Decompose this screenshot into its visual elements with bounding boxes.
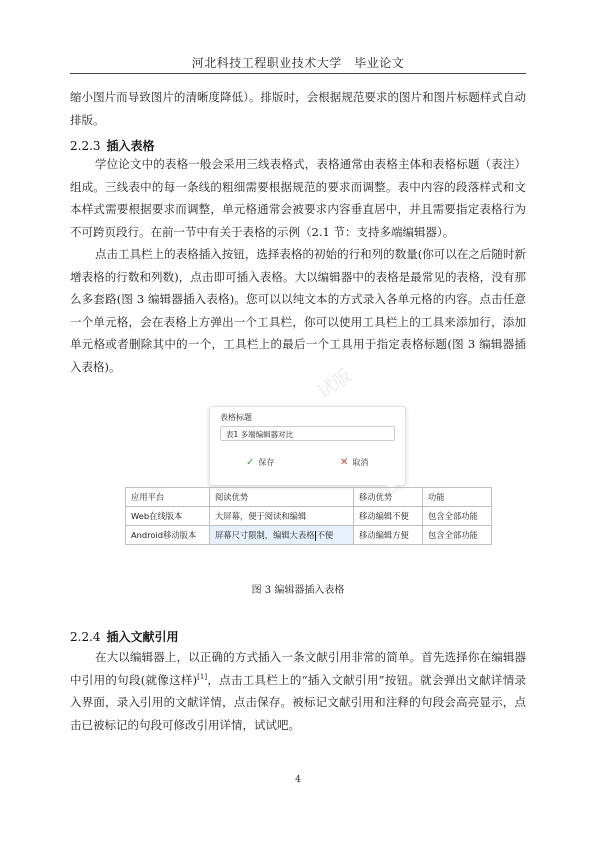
section-title: 插入文献引用 (106, 630, 179, 644)
paragraph-citation (70, 646, 526, 736)
table-cell[interactable]: 功能 (423, 488, 492, 507)
paragraph-text: ，点击工具栏上的“插入文献引用”按钮。就会弹出文献详情录入界面，录入引用的文献详情，点击保存。被标记文献引用和注释的句段会高亮显示，点击已被标记的句段可修改引用详情，试试吧。 (70, 672, 526, 732)
save-label: 保存 (258, 458, 275, 467)
paragraph-table-intro: 学位论文中的表格一般会采用三线表格式，表格通常由表格主体和表格标题（表注）组成。三线表中的每一条线的粗细需要根据规范的要求而调整。表中内容的段落样式和文本样式需要根据要求而调整，单元格通常会被要求内容垂直居中，并且需要指定表格行为不可跨页段行。在前一节中有关于表格的示例（2.1 节：支持多端编辑器）。 (70, 157, 526, 239)
section-title: 插入表格 (106, 139, 155, 153)
page-number: 4 (295, 775, 301, 785)
table-cell[interactable]: 应用平台 (126, 488, 210, 507)
header-rule (70, 73, 526, 74)
figure-caption: 图 3 编辑器插入表格 (251, 585, 345, 596)
table-cell-selected[interactable] (210, 526, 354, 545)
table-cell[interactable]: 包含全部功能 (423, 526, 492, 545)
table-cell[interactable]: 移动编辑不便 (354, 507, 423, 526)
section-number: 2.2.3 (70, 139, 101, 153)
table-row (126, 507, 492, 526)
section-heading-2-2-4 (70, 628, 179, 645)
page-header: 河北科技工程职业技术大学 毕业论文 (191, 56, 405, 70)
figure-editor-insert-table (125, 406, 495, 556)
cell-text: 不便 (316, 530, 334, 540)
table-row (126, 488, 492, 507)
table-cell[interactable]: Web在线版本 (126, 507, 210, 526)
table-cell[interactable]: 移动编辑方便 (354, 526, 423, 545)
table-row (126, 526, 492, 545)
close-icon: ✕ (340, 457, 349, 468)
table-cell[interactable]: 移动优势 (354, 488, 423, 507)
check-icon: ✓ (246, 457, 255, 468)
paragraph-table-insert: 点击工具栏上的表格插入按钮，选择表格的初始的行和列的数量(你可以在之后随时新增表格的行数和列数)，点击即可插入表格。大以编辑器中的表格是最常见的表格，没有那么多套路(图 3 编辑器插入表格)。您可以以纯文本的方式录入各单元格的内容。点击任意一个单元格，会在表格上方弹出一个工具栏，你可以使用工具栏上的工具来添加行，添加单元格或者删除其中的一个，工具栏上的最后一个工具用于指定表格标题(图 3 编辑器插入表格)。 (70, 247, 526, 374)
table-caption-popup (209, 406, 406, 486)
cancel-button[interactable] (340, 457, 368, 468)
caption-input[interactable]: 表1 多端编辑器对比 (220, 426, 395, 441)
watermark: 试版 (314, 365, 356, 404)
cell-text: 屏幕尺寸限制，编辑大表格 (215, 530, 315, 540)
section-number: 2.2.4 (70, 630, 101, 644)
table-cell[interactable]: 阅读优势 (210, 488, 354, 507)
popup-title: 表格标题 (220, 413, 252, 422)
section-heading-2-2-3 (70, 137, 155, 154)
paragraph-image-layout: 缩小图片而导致图片的清晰度降低）。排版时，会根据规范要求的图片和图片标题样式自动排版。 (70, 90, 526, 127)
table-cell[interactable]: 包含全部功能 (423, 507, 492, 526)
table-cell[interactable]: Android移动版本 (126, 526, 210, 545)
cancel-label: 取消 (352, 458, 369, 467)
save-button[interactable] (246, 457, 274, 468)
paragraph-text: 在大以编辑器上，以正确的方式插入一条文献引用非常的简单。首先选择你在编辑器中引用的句段(就像这样) (70, 650, 526, 687)
citation-marker[interactable]: [1] (197, 672, 208, 681)
comparison-table (125, 487, 492, 545)
table-cell[interactable]: 大屏幕，便于阅读和编辑 (210, 507, 354, 526)
